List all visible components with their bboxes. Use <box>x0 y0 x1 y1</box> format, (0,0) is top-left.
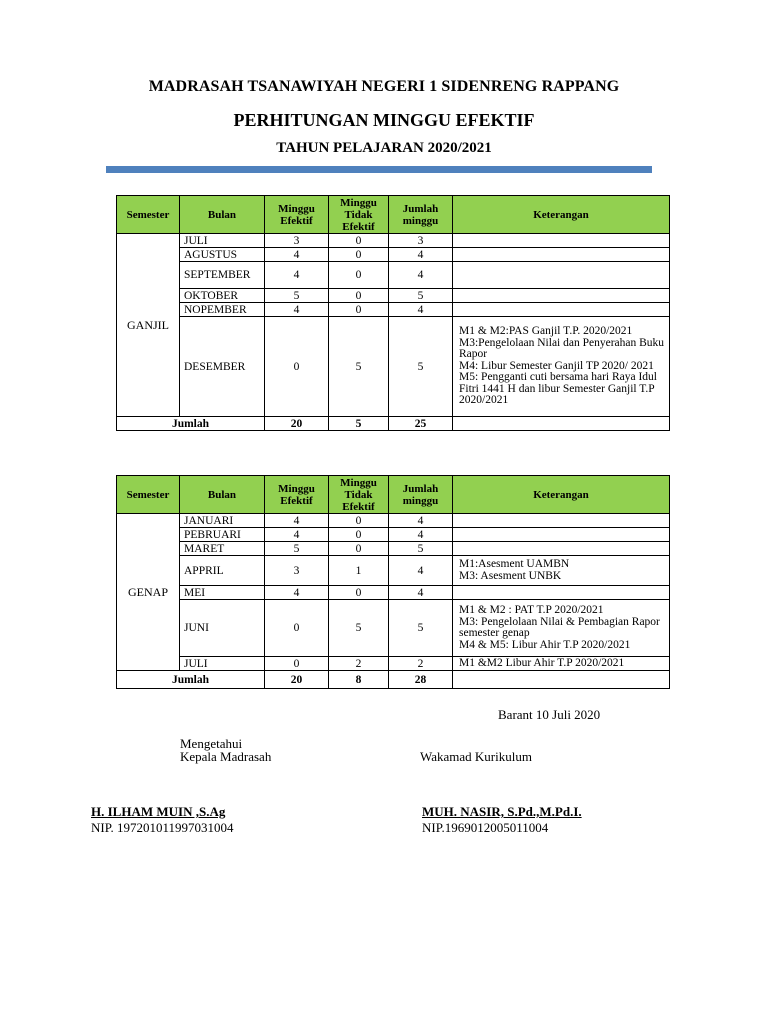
minggu-tidak-efektif-cell: 0 <box>329 248 389 262</box>
kepala-madrasah-label: Kepala Madrasah <box>180 749 272 764</box>
col-minggu-tidak-efektif: Minggu Tidak Efektif <box>329 196 389 234</box>
total-jumlah-cell: 28 <box>389 671 453 689</box>
semester-cell: GANJIL <box>117 234 180 417</box>
table-row <box>117 248 670 262</box>
keterangan-cell <box>453 528 670 542</box>
table-row <box>117 317 670 417</box>
keterangan-cell <box>453 600 670 657</box>
keterangan-line: M1 & M2:PAS Ganjil T.P. 2020/2021 <box>459 325 633 338</box>
minggu-tidak-efektif-cell: 0 <box>329 542 389 556</box>
table-row <box>117 303 670 317</box>
keterangan-cell <box>453 542 670 556</box>
minggu-efektif-cell: 0 <box>265 657 329 671</box>
minggu-efektif-cell: 4 <box>265 248 329 262</box>
col-jumlah-minggu: Jumlah minggu <box>389 476 453 514</box>
month-cell: AGUSTUS <box>180 248 265 262</box>
jumlah-minggu-cell: 3 <box>389 234 453 248</box>
keterangan-cell <box>453 317 670 417</box>
minggu-tidak-efektif-cell: 0 <box>329 514 389 528</box>
keterangan-line: M5: Pengganti cuti bersama hari Raya Idul Fitri 1441 H dan libur Semester Ganjil T.P 2020/2021 <box>459 371 658 407</box>
mengetahui-label: Mengetahui <box>180 736 243 751</box>
total-efektif-cell: 20 <box>265 417 329 431</box>
total-keterangan-cell <box>453 417 670 431</box>
ganjil-table <box>116 195 670 431</box>
month-cell: NOPEMBER <box>180 303 265 317</box>
jumlah-minggu-cell: 4 <box>389 262 453 289</box>
month-cell: OKTOBER <box>180 289 265 303</box>
minggu-tidak-efektif-cell: 0 <box>329 234 389 248</box>
keterangan-line: M3:Pengelolaan Nilai dan Penyerahan Buku Rapor <box>459 336 665 361</box>
keterangan-cell <box>453 248 670 262</box>
month-cell: PEBRUARI <box>180 528 265 542</box>
kepala-nip: NIP. 197201011997031004 <box>91 820 234 835</box>
minggu-efektif-cell: 0 <box>265 600 329 657</box>
minggu-tidak-efektif-cell: 2 <box>329 657 389 671</box>
total-label: Jumlah <box>117 417 265 431</box>
keterangan-line: M3: Asesment UNBK <box>459 569 562 582</box>
keterangan-line: M1 &M2 Libur Ahir T.P 2020/2021 <box>459 656 625 669</box>
total-efektif-cell: 20 <box>265 671 329 689</box>
minggu-efektif-cell: 3 <box>265 556 329 586</box>
month-cell: MARET <box>180 542 265 556</box>
table-row <box>117 600 670 657</box>
minggu-tidak-efektif-cell: 0 <box>329 289 389 303</box>
keterangan-line: M4: Libur Semester Ganjil TP 2020/ 2021 <box>459 359 654 372</box>
table-row <box>117 586 670 600</box>
minggu-tidak-efektif-cell: 0 <box>329 262 389 289</box>
month-cell: DESEMBER <box>180 317 265 417</box>
total-tidak-cell: 8 <box>329 671 389 689</box>
month-cell: MEI <box>180 586 265 600</box>
minggu-tidak-efektif-cell: 5 <box>329 600 389 657</box>
jumlah-minggu-cell: 4 <box>389 248 453 262</box>
minggu-efektif-cell: 4 <box>265 586 329 600</box>
semester-cell: GENAP <box>117 514 180 671</box>
minggu-efektif-cell: 4 <box>265 303 329 317</box>
col-keterangan: Keterangan <box>453 196 670 234</box>
school-name: MADRASAH TSANAWIYAH NEGERI 1 SIDENRENG RAPPANG <box>148 78 620 95</box>
keterangan-cell <box>453 262 670 289</box>
wakamad-nip: NIP.196901200501100​4 <box>422 820 549 835</box>
keterangan-line: M3: Pengelolaan Nilai & Pembagian Rapor semester genap <box>459 615 660 639</box>
total-keterangan-cell <box>453 671 670 689</box>
total-row <box>117 671 670 689</box>
month-cell: JANUARI <box>180 514 265 528</box>
minggu-efektif-cell: 4 <box>265 514 329 528</box>
col-bulan: Bulan <box>180 196 265 234</box>
jumlah-minggu-cell: 4 <box>389 556 453 586</box>
minggu-tidak-efektif-cell: 5 <box>329 317 389 417</box>
minggu-efektif-cell: 5 <box>265 289 329 303</box>
minggu-efektif-cell: 4 <box>265 262 329 289</box>
total-tidak-cell: 5 <box>329 417 389 431</box>
total-label: Jumlah <box>117 671 265 689</box>
keterangan-cell <box>453 303 670 317</box>
keterangan-cell <box>453 514 670 528</box>
minggu-efektif-cell: 4 <box>265 528 329 542</box>
place-date: Barant 10 Juli 2020 <box>498 707 601 722</box>
table-row <box>117 542 670 556</box>
col-bulan: Bulan <box>180 476 265 514</box>
minggu-tidak-efektif-cell: 0 <box>329 586 389 600</box>
jumlah-minggu-cell: 4 <box>389 528 453 542</box>
total-jumlah-cell: 25 <box>389 417 453 431</box>
minggu-tidak-efektif-cell: 0 <box>329 528 389 542</box>
keterangan-line: M4 & M5: Libur Ahir T.P 2020/2021 <box>459 638 631 651</box>
table-row <box>117 289 670 303</box>
col-semester: Semester <box>117 196 180 234</box>
jumlah-minggu-cell: 2 <box>389 657 453 671</box>
keterangan-cell <box>453 556 670 586</box>
jumlah-minggu-cell: 4 <box>389 303 453 317</box>
jumlah-minggu-cell: 5 <box>389 600 453 657</box>
jumlah-minggu-cell: 5 <box>389 289 453 303</box>
kepala-name: H. ILHAM MUIN ,S.Ag <box>91 804 226 819</box>
genap-table <box>116 475 670 689</box>
keterangan-cell <box>453 586 670 600</box>
keterangan-line: M1:Asesment UAMBN <box>459 558 570 570</box>
month-cell: SEPTEMBER <box>180 262 265 289</box>
jumlah-minggu-cell: 4 <box>389 586 453 600</box>
wakamad-label: Wakamad Kurikulum <box>420 749 532 764</box>
minggu-efektif-cell: 3 <box>265 234 329 248</box>
wakamad-name: MUH. NASIR, S.Pd.,M.Pd.I. <box>422 804 582 819</box>
keterangan-line: M1 & M2 : PAT T.P 2020/2021 <box>459 604 604 616</box>
table-row <box>117 262 670 289</box>
col-minggu-efektif: Minggu Efektif <box>265 196 329 234</box>
total-row <box>117 417 670 431</box>
jumlah-minggu-cell: 4 <box>389 514 453 528</box>
table-row <box>117 528 670 542</box>
month-cell: APPRIL <box>180 556 265 586</box>
document-title: PERHITUNGAN MINGGU EFEKTIF <box>233 110 535 130</box>
header-divider <box>106 166 652 173</box>
minggu-efektif-cell: 0 <box>265 317 329 417</box>
minggu-efektif-cell: 5 <box>265 542 329 556</box>
col-jumlah-minggu: Jumlah minggu <box>389 196 453 234</box>
month-cell: JUNI <box>180 600 265 657</box>
table-row <box>117 657 670 671</box>
minggu-tidak-efektif-cell: 1 <box>329 556 389 586</box>
keterangan-cell <box>453 289 670 303</box>
table-row <box>117 556 670 586</box>
minggu-tidak-efektif-cell: 0 <box>329 303 389 317</box>
jumlah-minggu-cell: 5 <box>389 542 453 556</box>
table-row <box>117 234 670 248</box>
academic-year: TAHUN PELAJARAN 2020/2021 <box>276 140 492 156</box>
month-cell: JULI <box>180 234 265 248</box>
col-minggu-tidak-efektif: Minggu Tidak Efektif <box>329 476 389 514</box>
jumlah-minggu-cell: 5 <box>389 317 453 417</box>
col-keterangan: Keterangan <box>453 476 670 514</box>
keterangan-cell <box>453 234 670 248</box>
keterangan-cell <box>453 657 670 671</box>
col-minggu-efektif: Minggu Efektif <box>265 476 329 514</box>
table-row <box>117 514 670 528</box>
col-semester: Semester <box>117 476 180 514</box>
month-cell: JULI <box>180 657 265 671</box>
